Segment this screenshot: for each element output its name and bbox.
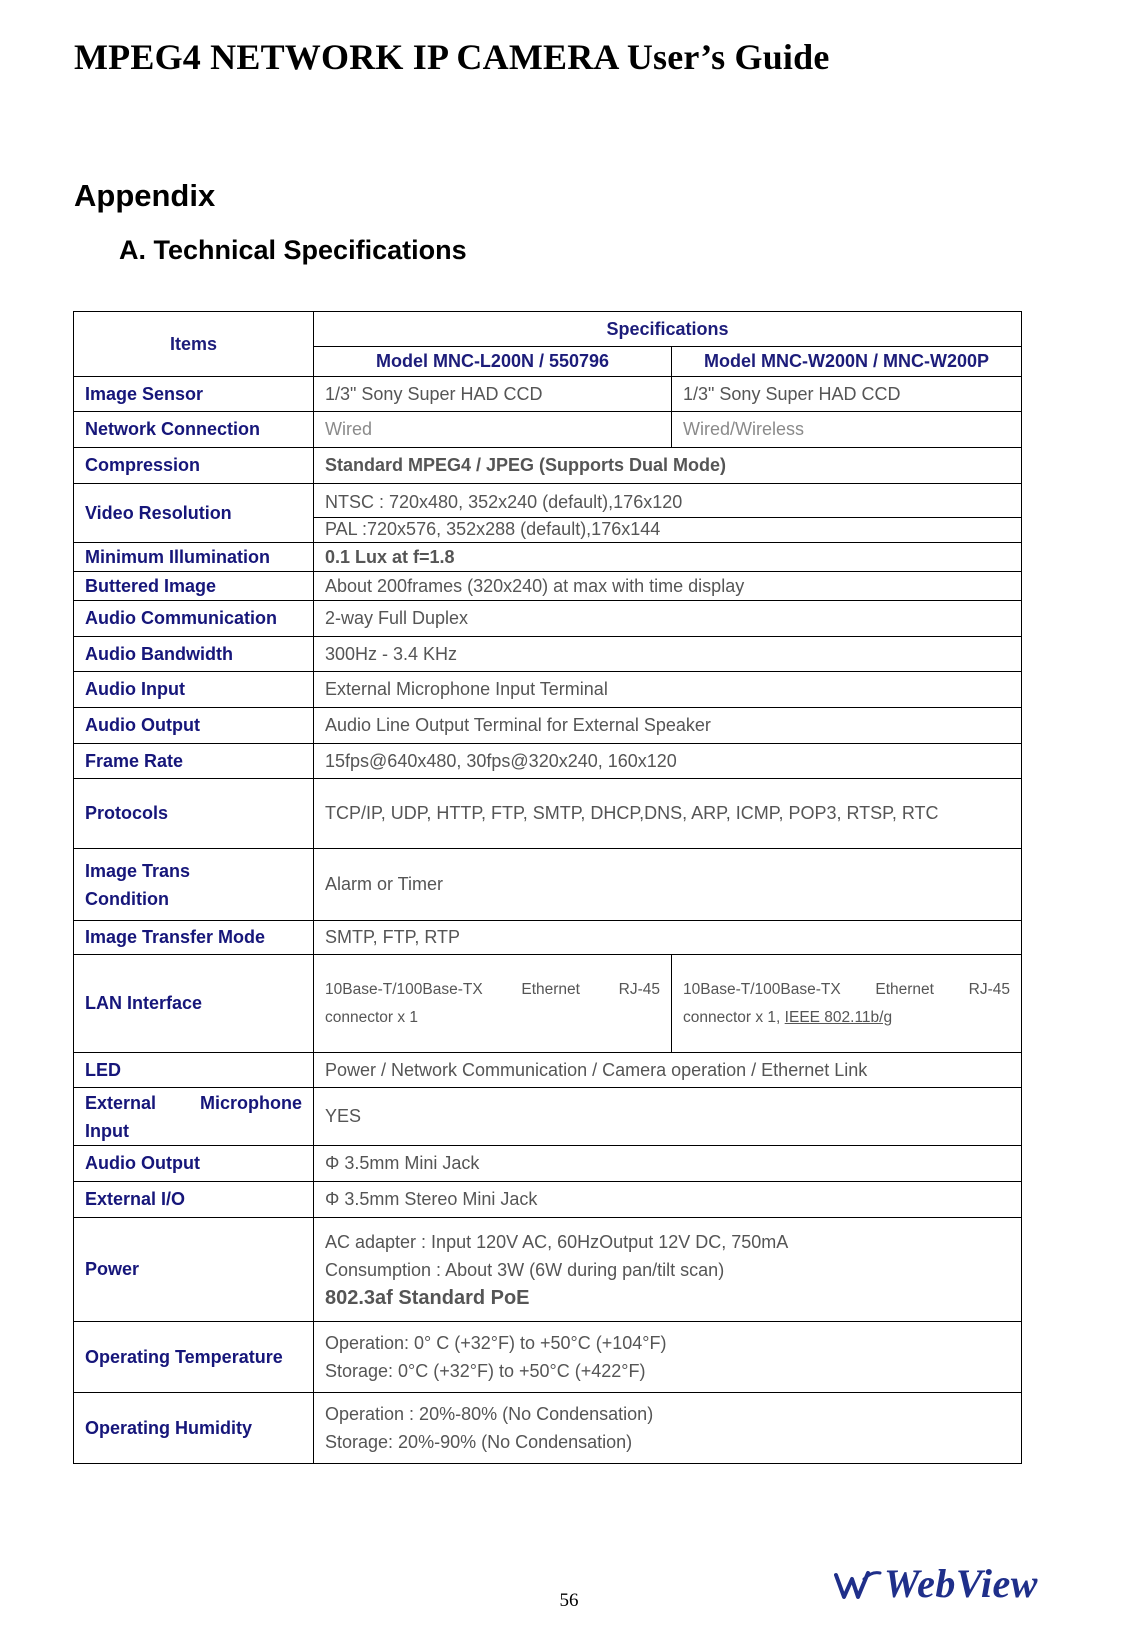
row-label-line: Condition [85, 888, 169, 909]
row-label: Compression [74, 448, 314, 484]
specifications-column-header: Specifications [314, 312, 1022, 347]
power-line2: Consumption : About 3W (6W during pan/tilt scan) [325, 1259, 725, 1280]
row-value: SMTP, FTP, RTP [314, 921, 1022, 955]
row-value: YES [314, 1088, 1022, 1146]
document-header-title: MPEG4 NETWORK IP CAMERA User’s Guide [74, 37, 830, 77]
row-label-line: Input [85, 1120, 129, 1141]
model-b-header: Model MNC-W200N / MNC-W200P [672, 347, 1022, 377]
specifications-table [73, 311, 1022, 1464]
table-row [74, 1182, 1022, 1218]
row-value [672, 955, 1022, 1053]
row-label: Audio Communication [74, 601, 314, 637]
table-row [74, 955, 1022, 1053]
row-label: Image Sensor [74, 377, 314, 412]
table-row [74, 779, 1022, 849]
lan-a-line2: connector x 1 [325, 1008, 419, 1026]
table-row [74, 1218, 1022, 1322]
row-value: 2-way Full Duplex [314, 601, 1022, 637]
row-label: LED [74, 1053, 314, 1088]
table-row [74, 921, 1022, 955]
power-line1: AC adapter : Input 120V AC, 60HzOutput 12V DC, 750mA [325, 1231, 789, 1252]
table-row [74, 1322, 1022, 1393]
table-row [74, 484, 1022, 543]
temperature-operation: Operation: 0° C (+32°F) to +50°C (+104°F) [325, 1333, 667, 1353]
row-value: 1/3" Sony Super HAD CCD [314, 377, 672, 412]
row-label [74, 849, 314, 921]
table-row [74, 637, 1022, 672]
row-value: Φ 3.5mm Mini Jack [314, 1146, 1022, 1182]
humidity-operation: Operation : 20%-80% (No Condensation) [325, 1404, 654, 1424]
poe-line: 802.3af Standard PoE [325, 1286, 530, 1309]
row-value: Φ 3.5mm Stereo Mini Jack [314, 1182, 1022, 1218]
table-row [74, 1393, 1022, 1464]
row-value: Power / Network Communication / Camera operation / Ethernet Link [314, 1053, 1022, 1088]
table-row [74, 412, 1022, 448]
row-label: Audio Output [74, 1146, 314, 1182]
row-label: Power [74, 1218, 314, 1322]
lan-b-line2-prefix: connector x 1, [683, 1008, 785, 1026]
row-value: 1/3" Sony Super HAD CCD [672, 377, 1022, 412]
row-value: 15fps@640x480, 30fps@320x240, 160x120 [314, 744, 1022, 779]
row-value: About 200frames (320x240) at max with time display [314, 572, 1022, 601]
table-row [74, 708, 1022, 744]
row-value: Wired/Wireless [672, 412, 1022, 448]
row-label: Audio Output [74, 708, 314, 744]
row-label-line: Image Trans [85, 860, 191, 881]
row-label: Minimum Illumination [74, 543, 314, 572]
section-heading: A. Technical Specifications [119, 235, 467, 265]
ieee-link[interactable]: IEEE 802.11b/g [784, 1008, 893, 1026]
row-label: Network Connection [74, 412, 314, 448]
table-row [74, 543, 1022, 572]
table-row [74, 672, 1022, 708]
row-value: Standard MPEG4 / JPEG (Supports Dual Mode) [314, 448, 1022, 484]
model-a-header: Model MNC-L200N / 550796 [314, 347, 672, 377]
row-value: TCP/IP, UDP, HTTP, FTP, SMTP, DHCP,DNS, ARP, ICMP, POP3, RTSP, RTC [314, 779, 1022, 849]
lan-a-line1: 10Base-T/100Base-TX Ethernet RJ-45 [325, 980, 660, 998]
row-value: 300Hz - 3.4 KHz [314, 637, 1022, 672]
page-number: 56 [559, 1590, 579, 1611]
table-row [74, 377, 1022, 412]
lan-b-line1: 10Base-T/100Base-TX Ethernet RJ-45 [683, 980, 1011, 998]
row-value [314, 1322, 1022, 1393]
appendix-heading: Appendix [74, 178, 216, 213]
table-row [74, 744, 1022, 779]
row-label: Protocols [74, 779, 314, 849]
row-label: Video Resolution [74, 484, 314, 543]
temperature-storage: Storage: 0°C (+32°F) to +50°C (+422°F) [325, 1361, 646, 1381]
table-row [74, 1146, 1022, 1182]
row-label: Audio Input [74, 672, 314, 708]
row-label: LAN Interface [74, 955, 314, 1053]
row-label: External I/O [74, 1182, 314, 1218]
items-column-header: Items [74, 312, 314, 377]
table-row [74, 849, 1022, 921]
table-header-row [74, 312, 1022, 347]
row-value: Wired [314, 412, 672, 448]
row-value [314, 1218, 1022, 1322]
table-row [74, 1088, 1022, 1146]
row-label [74, 1088, 314, 1146]
table-row [74, 1053, 1022, 1088]
row-value: Audio Line Output Terminal for External Speaker [314, 708, 1022, 744]
row-label: Operating Temperature [74, 1322, 314, 1393]
row-value: External Microphone Input Terminal [314, 672, 1022, 708]
table-row [74, 448, 1022, 484]
webview-logo-icon [834, 1567, 882, 1603]
humidity-storage: Storage: 20%-90% (No Condensation) [325, 1432, 633, 1452]
row-value [314, 955, 672, 1053]
table-row [74, 572, 1022, 601]
row-value [314, 1393, 1022, 1464]
row-label: Operating Humidity [74, 1393, 314, 1464]
row-label-line: External Microphone [85, 1092, 302, 1113]
table-row [74, 601, 1022, 637]
row-value: Alarm or Timer [314, 849, 1022, 921]
row-value: 0.1 Lux at f=1.8 [314, 543, 1022, 572]
pal-resolution: PAL :720x576, 352x288 (default),176x144 [325, 519, 661, 539]
row-label: Frame Rate [74, 744, 314, 779]
row-label: Buttered Image [74, 572, 314, 601]
row-label: Image Transfer Mode [74, 921, 314, 955]
ntsc-resolution: NTSC : 720x480, 352x240 (default),176x120 [314, 484, 1021, 518]
row-label: Audio Bandwidth [74, 637, 314, 672]
webview-logo [834, 1560, 1038, 1607]
logo-text: WebView [884, 1561, 1038, 1606]
